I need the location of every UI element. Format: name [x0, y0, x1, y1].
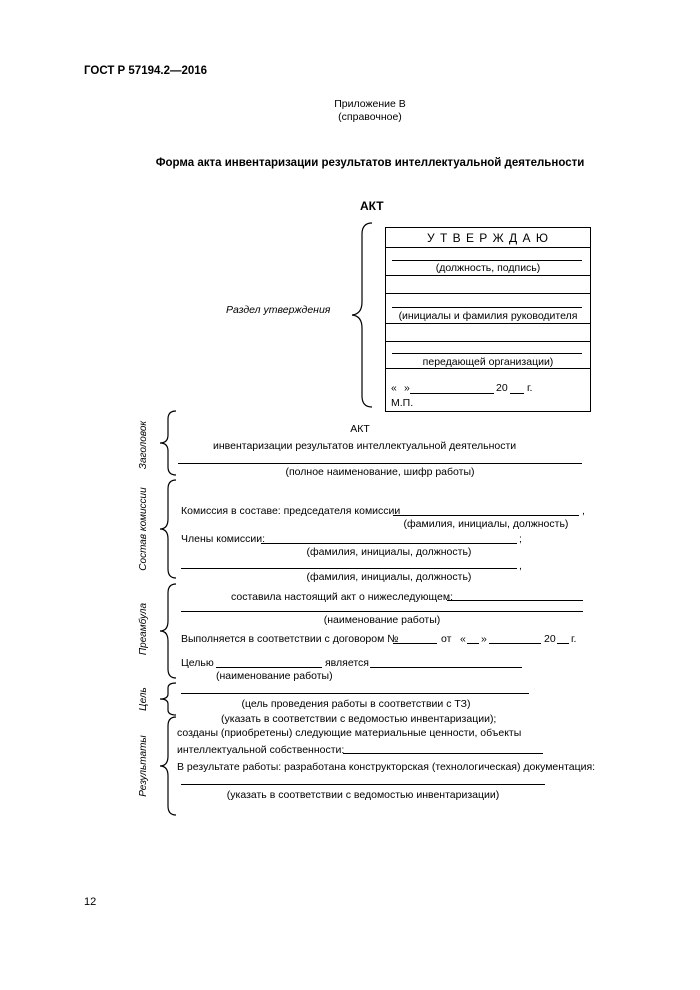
goal-section-label: Цель — [138, 687, 149, 711]
member-hint-2: (фамилия, инициалы, должность) — [306, 571, 472, 583]
contract-quote-close: » — [481, 633, 487, 645]
is-text: является — [325, 657, 369, 669]
year-suffix: г. — [527, 382, 533, 394]
composed-text: составила настоящий акт о нижеследующем: — [231, 591, 454, 603]
created-text: созданы (приобретены) следующие материальные ценности, объекты — [177, 727, 522, 739]
act-title: АКТ — [350, 423, 370, 435]
contract-from: от — [441, 633, 452, 645]
members-comma: , — [519, 560, 522, 572]
inventory-hint-2: (указать в соответствии с ведомостью инвентаризации) — [226, 789, 500, 801]
goal-work-hint: (наименование работы) — [216, 670, 333, 682]
heading-section-label: Заголовок — [138, 420, 149, 470]
chairman-text: Комиссия в составе: председателя комиссии — [181, 505, 401, 517]
date-quote-open: « — [391, 382, 397, 394]
approval-brace — [350, 222, 376, 408]
members-semicolon: ; — [519, 533, 522, 545]
commission-section-label: Состав комиссии — [138, 487, 149, 571]
year-prefix: 20 — [496, 382, 508, 394]
seal-label: М.П. — [391, 397, 414, 409]
transferring-org-hint: передающей организации) — [422, 356, 554, 368]
members-text: Члены комиссии: — [181, 533, 266, 545]
head-initials-hint: (инициалы и фамилия руководителя — [398, 310, 578, 322]
contract-year-prefix: 20 — [544, 633, 556, 645]
page-number: 12 — [84, 896, 97, 908]
preamble-section-label: Преамбула — [138, 602, 149, 656]
ip-text: интеллектуальной собственности: — [177, 744, 345, 756]
approve-stamp-text: У Т В Е Р Ж Д А Ю — [427, 231, 549, 245]
act-heading: АКТ — [360, 199, 384, 213]
results-section-label: Результаты — [138, 735, 149, 797]
member-hint-1: (фамилия, инициалы, должность) — [306, 546, 472, 558]
work-name-hint: (полное наименование, шифр работы) — [285, 466, 475, 478]
contract-quote-open: « — [460, 633, 466, 645]
appendix-type: (справочное) — [338, 111, 402, 123]
position-signature-hint: (должность, подпись) — [435, 262, 541, 274]
appendix-title: Приложение В — [334, 98, 406, 110]
work-name-hint-2: (наименование работы) — [323, 614, 441, 626]
commission-brace — [158, 479, 180, 579]
goal-hint: (цель проведения работы в соответствии с ТЗ) — [241, 698, 471, 710]
contract-year-suffix: г. — [571, 633, 577, 645]
standard-number: ГОСТ Р 57194.2—2016 — [84, 65, 208, 77]
chairman-comma: , — [582, 505, 585, 517]
date-quote-close: » — [404, 382, 410, 394]
approval-box — [385, 227, 591, 412]
goal-brace — [158, 682, 180, 716]
inventory-hint: (указать в соответствии с ведомостью инвентаризации); — [221, 713, 497, 725]
form-title: Форма акта инвентаризации результатов интеллектуальной деятельности — [155, 157, 585, 169]
act-subtitle: инвентаризации результатов интеллектуальной деятельности — [213, 440, 517, 452]
preamble-brace — [158, 583, 180, 679]
heading-brace — [158, 410, 180, 476]
chairman-hint: (фамилия, инициалы, должность) — [403, 518, 569, 530]
goal-text: Целью — [181, 657, 214, 669]
contract-text: Выполняется в соответствии с договором № — [181, 633, 399, 645]
docs-text: В результате работы: разработана конструкторская (технологическая) документация: — [177, 761, 596, 773]
approval-section-label: Раздел утверждения — [226, 304, 331, 316]
